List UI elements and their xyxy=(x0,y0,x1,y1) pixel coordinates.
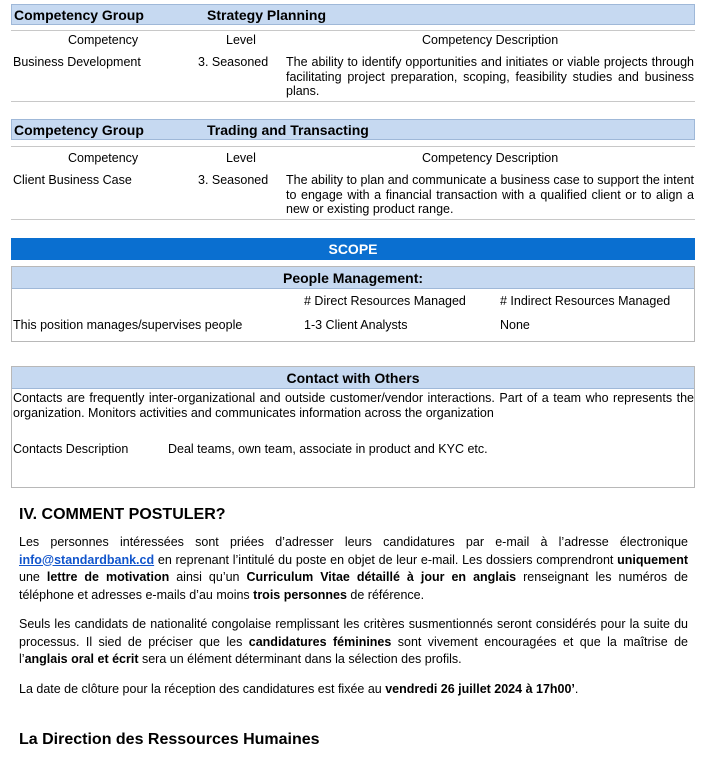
contact-box xyxy=(11,366,695,488)
competency-name: Business Development xyxy=(13,55,141,69)
competency-group-label: Competency Group xyxy=(14,7,144,23)
col-direct-resources: # Direct Resources Managed xyxy=(304,294,466,308)
competency-description: The ability to plan and communicate a business case to support the intent to engage with a financial transaction with a qualified client or to align a new or existing product range. xyxy=(286,173,694,216)
competency-group-header-2 xyxy=(11,119,695,140)
manages-people-label: This position manages/supervises people xyxy=(13,318,243,332)
contact-title: Contact with Others xyxy=(12,367,694,389)
apply-paragraph-2: Seuls les candidats de nationalité congolaise remplissant les critères susmentionnés seront considérés pour la suite du processus. Il sied de préciser que les candidatures féminines sont vivement encouragées et que la maîtrise de l’anglais oral et écrit sera un élément déterminant dans la sélection des profils. xyxy=(19,617,688,666)
col-level: Level xyxy=(226,151,256,165)
col-level: Level xyxy=(226,33,256,47)
competency-description: The ability to identify opportunities and initiates or viable projects through facilitating project preparation, scoping, feasibility studies and business plans. xyxy=(286,55,694,98)
apply-heading: IV. COMMENT POSTULER? xyxy=(19,506,226,523)
col-indirect-resources: # Indirect Resources Managed xyxy=(500,294,671,308)
competency-group-header-1 xyxy=(11,4,695,25)
col-description: Competency Description xyxy=(422,151,559,165)
competency-level: 3. Seasoned xyxy=(198,173,269,187)
contacts-description-value: Deal teams, own team, associate in product and KYC etc. xyxy=(168,442,488,456)
competency-group-name: Trading and Transacting xyxy=(207,122,369,138)
contacts-description-label: Contacts Description xyxy=(13,442,129,456)
indirect-resources-value: None xyxy=(500,318,530,332)
competency-group-name: Strategy Planning xyxy=(207,7,327,23)
email-link[interactable]: info@standardbank.cd xyxy=(19,552,155,567)
competency-group-label: Competency Group xyxy=(14,122,144,138)
apply-paragraph-3: La date de clôture pour la réception des candidatures est fixée au vendredi 26 juillet 2024 à 17h00’. xyxy=(19,682,579,696)
contact-text: Contacts are frequently inter-organizational and outside customer/vendor interactions. Part of a team who represents the organization. Monitors activities and communicates information across the organization xyxy=(13,391,694,420)
people-management-box xyxy=(11,266,695,342)
col-description: Competency Description xyxy=(422,33,559,47)
competency-level: 3. Seasoned xyxy=(198,55,269,69)
scope-header: SCOPE xyxy=(11,238,695,260)
col-competency: Competency xyxy=(68,151,139,165)
col-competency: Competency xyxy=(68,33,139,47)
apply-paragraph-1: Les personnes intéressées sont priées d’adresser leurs candidatures par e-mail à l’adresse électronique info@standardbank.cd en reprenant l’intitulé du poste en objet de leur e-mail. Les dossiers comprendront uniquement une lettre de motivation ainsi qu’un Curriculum Vitae détaillé à jour en anglais renseignant les numéros de téléphone et adresses e-mails d’au moins trois personnes de référence. xyxy=(19,535,688,602)
direct-resources-value: 1-3 Client Analysts xyxy=(304,318,408,332)
competency-name: Client Business Case xyxy=(13,173,132,187)
people-management-title: People Management: xyxy=(12,267,694,289)
signature: La Direction des Ressources Humaines xyxy=(19,731,320,748)
